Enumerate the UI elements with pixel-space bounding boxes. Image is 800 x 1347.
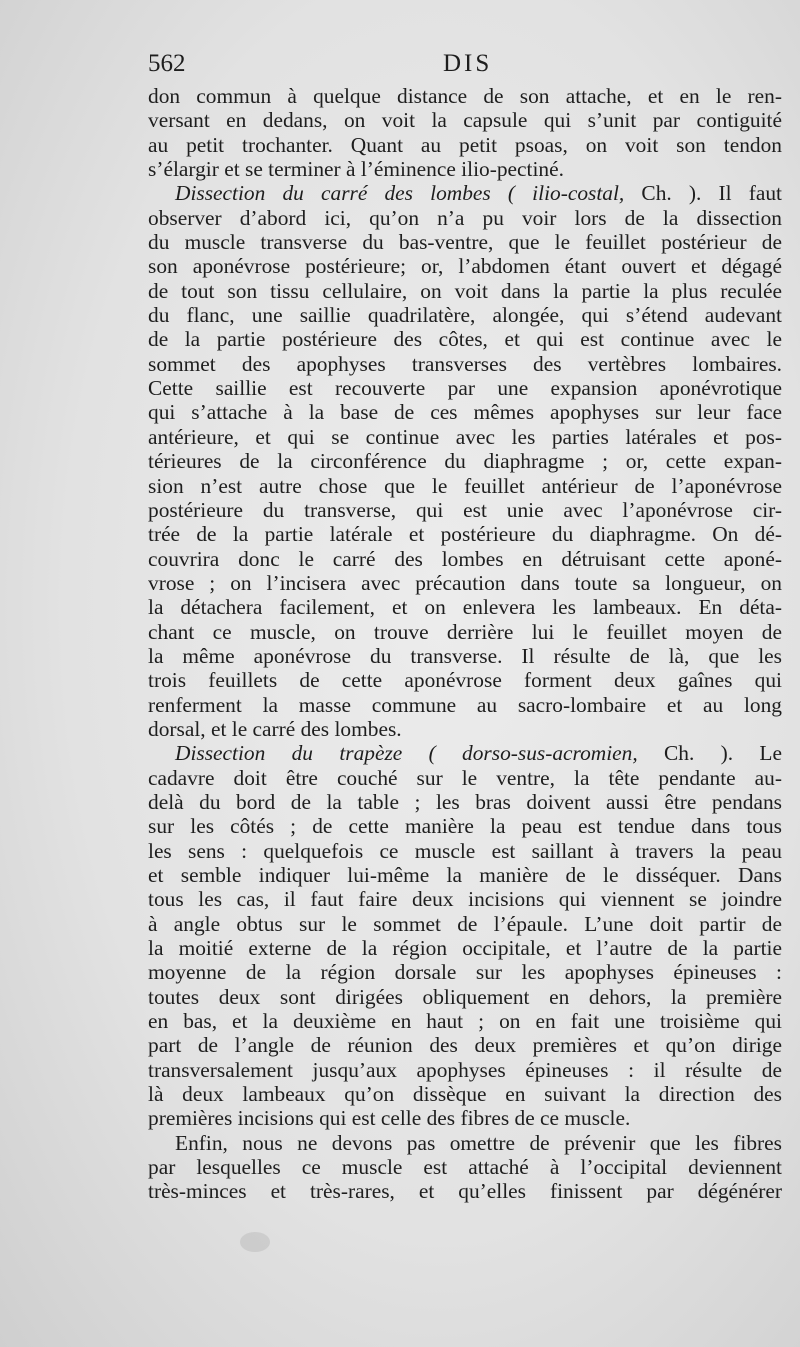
text-line: s’élargir et se terminer à l’éminence ilio-pectiné. xyxy=(148,157,564,182)
text-line: son aponévrose postérieure; or, l’abdomen étant ouvert et dégagé xyxy=(148,254,782,279)
section-heading: Dissection du trapèze ( dorso-sus-acromien, xyxy=(175,741,638,766)
text-line: la même aponévrose du transverse. Il résulte de là, que les xyxy=(148,643,782,668)
text-line: chant ce muscle, on trouve derrière lui le feuillet moyen de xyxy=(148,619,782,644)
text-line: premières incisions qui est celle des fibres de ce muscle. xyxy=(148,1106,631,1131)
text-line: à angle obtus sur le sommet de l’épaule. L’une doit partir de xyxy=(148,911,782,936)
text-line: par lesquelles ce muscle est attaché à l’occipital deviennent xyxy=(148,1155,782,1180)
section-heading: Dissection du carré des lombes ( ilio-costal, xyxy=(175,181,625,206)
section-heading-line xyxy=(148,181,782,205)
text-line: dorsal, et le carré des lombes. xyxy=(148,716,402,741)
text-line: térieures de la circonférence du diaphragme ; or, cette expan- xyxy=(148,449,782,474)
text-line: Enfin, nous ne devons pas omettre de prévenir que les fibres xyxy=(175,1130,782,1155)
text-line: sion n’est autre chose que le feuillet antérieur de l’aponévrose xyxy=(148,473,782,498)
text-line: antérieure, et qui se continue avec les parties latérales et pos- xyxy=(148,424,782,449)
text-line: postérieure du transverse, qui est unie avec l’aponévrose cir- xyxy=(148,497,782,522)
text-line: de la partie postérieure des côtes, et qui est continue avec le xyxy=(148,327,782,352)
text-line: qui s’attache à la base de ces mêmes apophyses sur leur face xyxy=(148,400,782,425)
text-line: couvrira donc le carré des lombes en détruisant cette aponé- xyxy=(148,546,782,571)
text-line: la détachera facilement, et on enlevera les lambeaux. En déta- xyxy=(148,595,782,620)
body-text xyxy=(148,84,782,1204)
text-line: transversalement jusqu’aux apophyses épineuses : il résulte de xyxy=(148,1057,782,1082)
text-line: don commun à quelque distance de son attache, et en le ren- xyxy=(148,84,782,108)
text-line: cadavre doit être couché sur le ventre, la tête pendante au- xyxy=(148,765,782,790)
text-line: là deux lambeaux qu’on dissèque en suivant la direction des xyxy=(148,1082,782,1107)
text-line: au petit trochanter. Quant au petit psoas, on voit son tendon xyxy=(148,132,782,157)
text-line: sur les côtés ; de cette manière la peau est tendue dans tous xyxy=(148,814,782,839)
text-line: vrose ; on l’incisera avec précaution dans toute sa longueur, on xyxy=(148,570,782,595)
running-head xyxy=(148,50,708,82)
text-line: trée de la partie latérale et postérieure du diaphragme. On dé- xyxy=(148,522,782,547)
running-title: DIS xyxy=(443,50,493,77)
text-line: sommet des apophyses transverses des vertèbres lombaires. xyxy=(148,351,782,376)
text-line: et semble indiquer lui-même la manière de le disséquer. Dans xyxy=(148,863,782,887)
text-line: du flanc, une saillie quadrilatère, alongée, qui s’étend audevant xyxy=(148,303,782,328)
text-fragment: Ch. ). Le xyxy=(637,741,782,766)
text-line: la moitié externe de la région occipitale, et l’autre de la partie xyxy=(148,936,782,961)
text-line: toutes deux sont dirigées obliquement en dehors, la première xyxy=(148,984,782,1009)
text-line: versant en dedans, on voit la capsule qui s’unit par contiguité xyxy=(148,108,782,133)
text-fragment: Ch. ). Il faut xyxy=(624,181,782,206)
text-line: trois feuillets de cette aponévrose forment deux gaînes qui xyxy=(148,668,782,693)
text-line: delà du bord de la table ; les bras doivent aussi être pendans xyxy=(148,789,782,814)
text-line: très-minces et très-rares, et qu’elles finissent par dégénérer xyxy=(148,1179,782,1204)
ink-smudge xyxy=(240,1232,270,1252)
text-line: Cette saillie est recouverte par une expansion aponévrotique xyxy=(148,376,782,401)
text-line: du muscle transverse du bas-ventre, que le feuillet postérieur de xyxy=(148,230,782,255)
section-heading-line xyxy=(148,741,782,765)
text-line: en bas, et la deuxième en haut ; on en fait une troisième qui xyxy=(148,1009,782,1034)
text-line: renferment la masse commune au sacro-lombaire et au long xyxy=(148,692,782,717)
text-line: tous les cas, il faut faire deux incisions qui viennent se joindre xyxy=(148,887,782,912)
page-number: 562 xyxy=(148,50,186,77)
text-line: part de l’angle de réunion des deux premières et qu’on dirige xyxy=(148,1033,782,1058)
text-line: observer d’abord ici, qu’on n’a pu voir lors de la dissection xyxy=(148,205,782,230)
text-line: moyenne de la région dorsale sur les apophyses épineuses : xyxy=(148,960,782,985)
text-line: de tout son tissu cellulaire, on voit dans la partie la plus reculée xyxy=(148,278,782,303)
text-line: les sens : quelquefois ce muscle est saillant à travers la peau xyxy=(148,838,782,863)
